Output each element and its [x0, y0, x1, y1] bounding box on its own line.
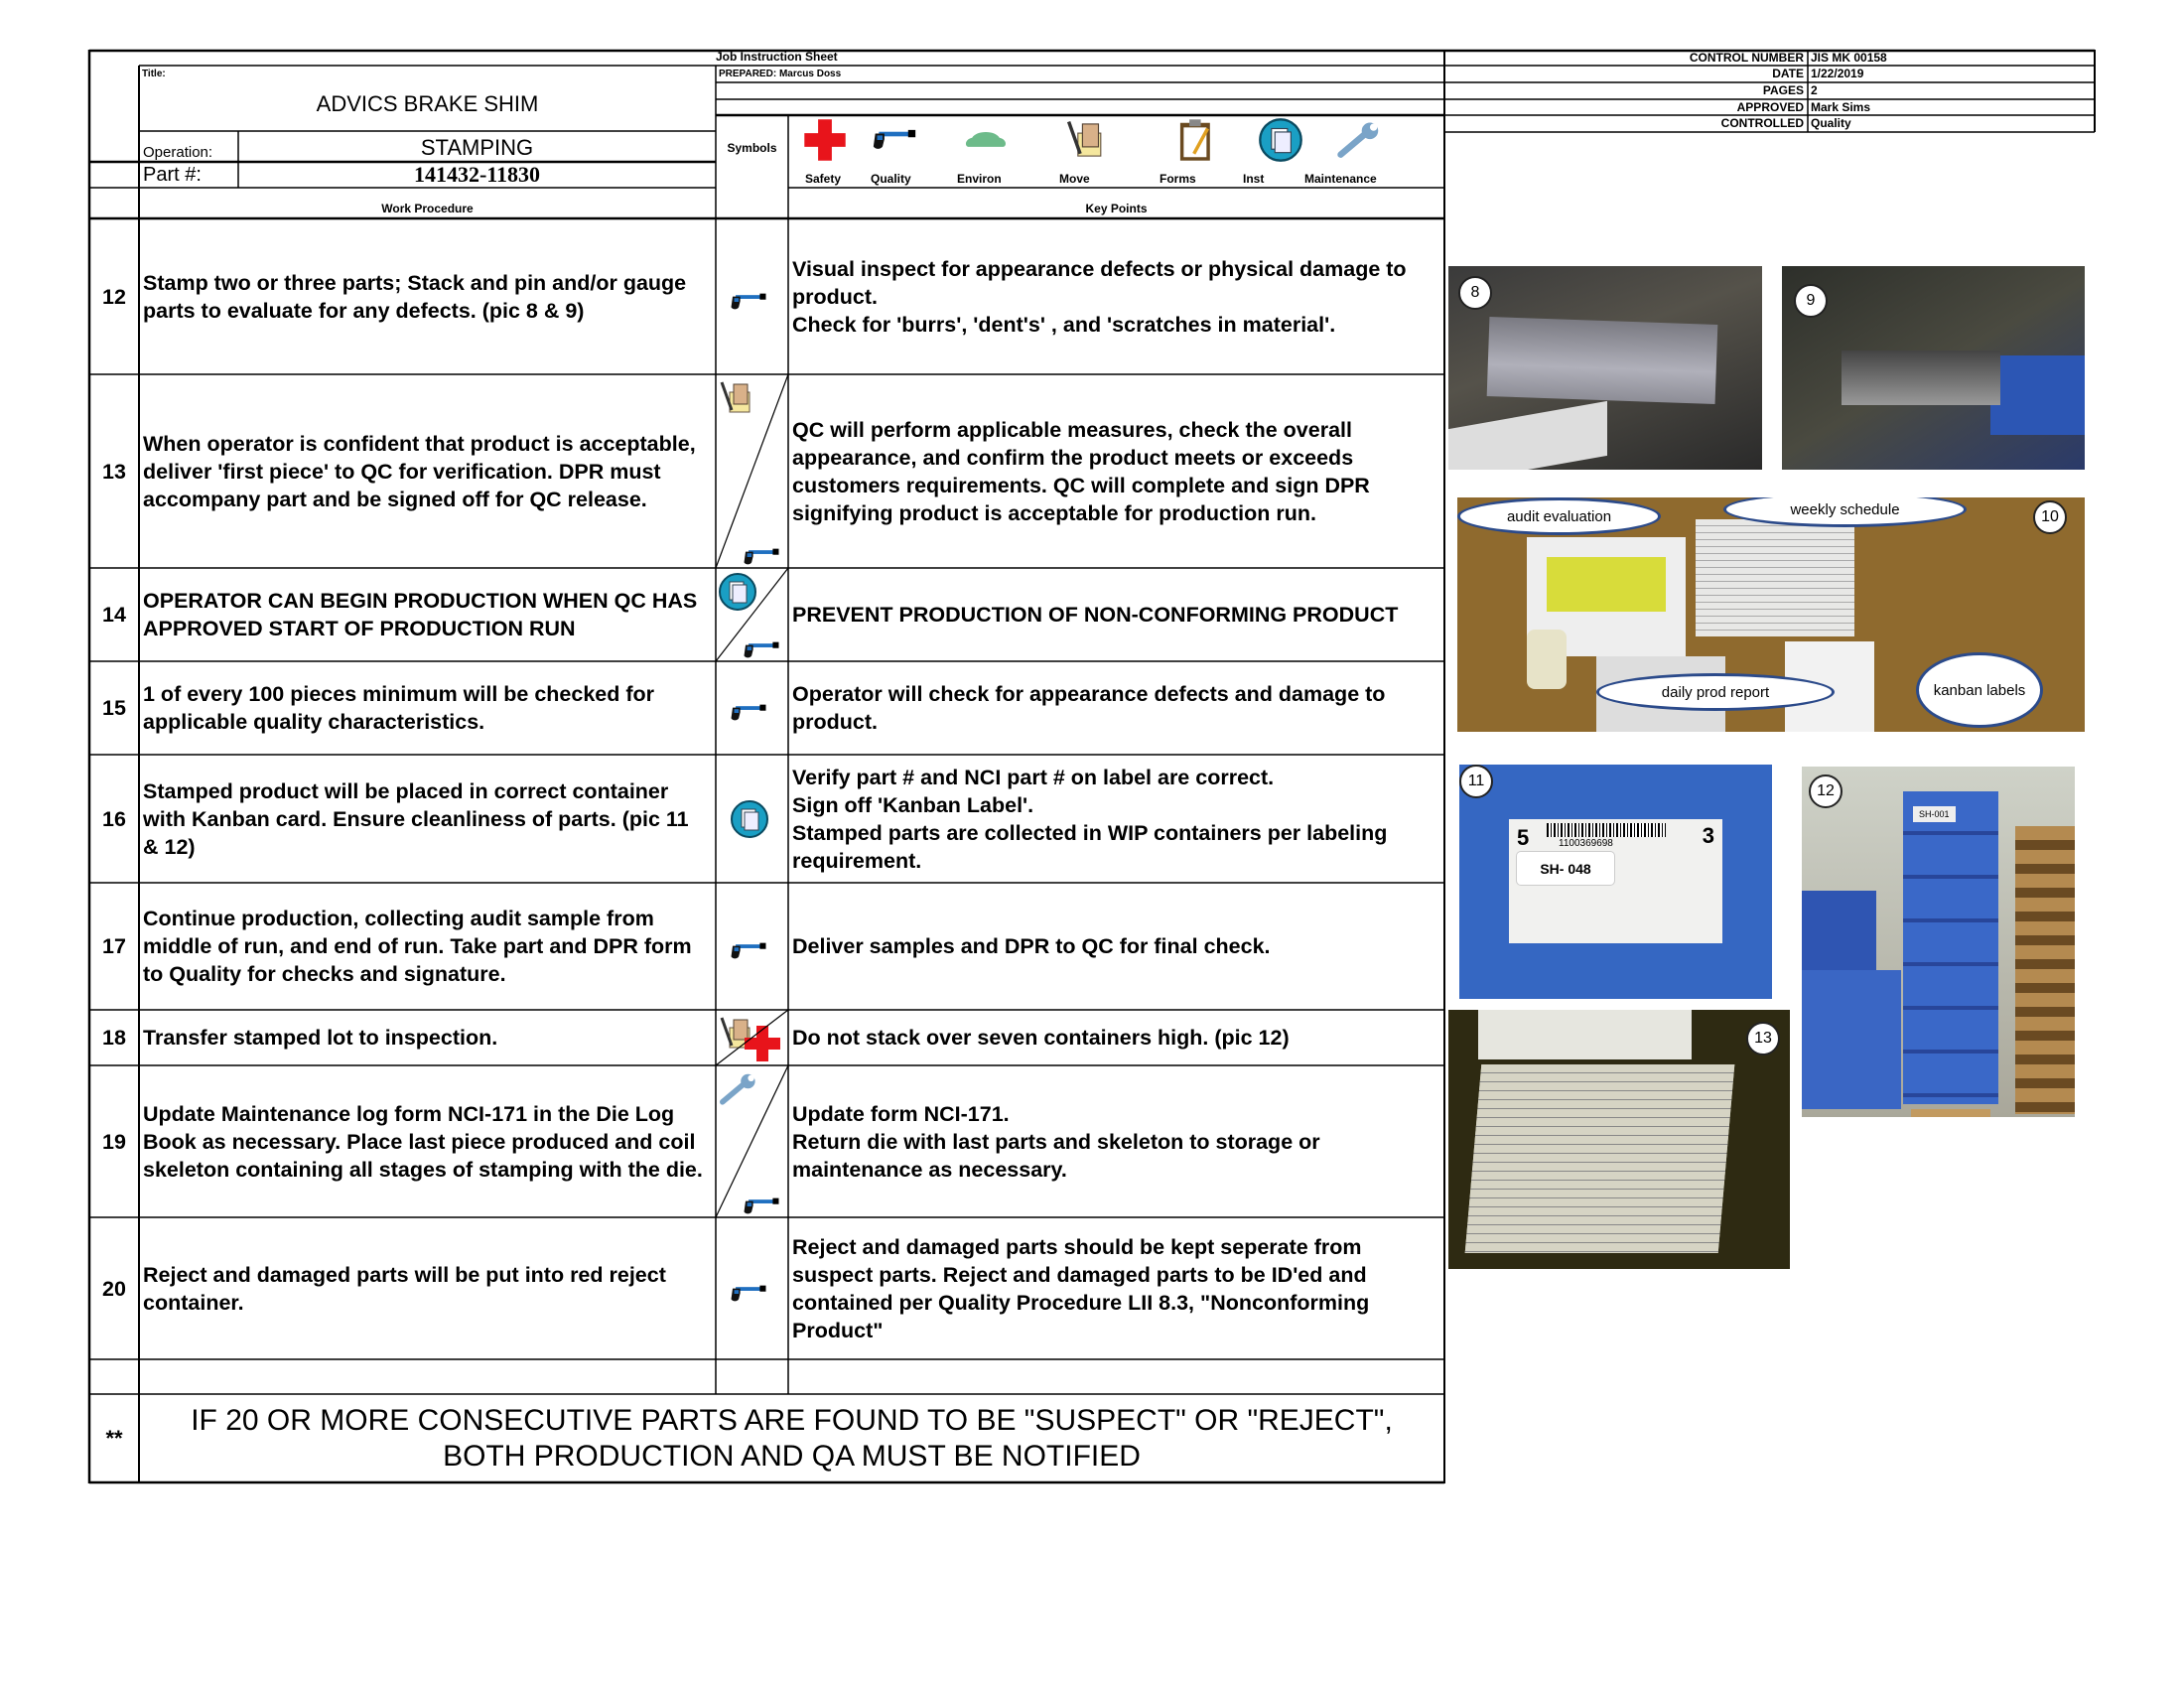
step-number: 16	[102, 806, 126, 831]
footer-line-2: BOTH PRODUCTION AND QA MUST BE NOTIFIED	[443, 1439, 1141, 1473]
photo-10	[1457, 497, 2085, 732]
key-point: Operator will check for appearance defects and damage to product.	[792, 682, 1386, 734]
step-number: 17	[102, 934, 126, 958]
symbol-label-environ: Environ	[957, 172, 1002, 186]
control-value: 2	[1811, 83, 1818, 97]
key-point: QC will perform applicable measures, check the overall appearance, and confirm the product meets or exceeds customers requirements. QC will complete and sign DPR signifying product is acceptable for production run.	[792, 417, 1370, 525]
prepared-label: PREPARED:	[719, 69, 777, 79]
symbols-label: Symbols	[727, 141, 777, 155]
key-point: Update form NCI-171. Return die with last parts and skeleton to storage or maintenance as necessary.	[792, 1101, 1320, 1182]
photo-9	[1782, 266, 2085, 470]
symbol-label-quality: Quality	[871, 172, 911, 186]
photo-number: 11	[1459, 765, 1493, 798]
callout-weekly-schedule: weekly schedule	[1723, 497, 1967, 527]
control-value: Quality	[1811, 116, 1851, 130]
key-point: Verify part # and NCI part # on label are correct. Sign off 'Kanban Label'. Stamped parts are collected in WIP containers per labeling requirement.	[792, 765, 1388, 873]
callout-audit-evaluation: audit evaluation	[1457, 497, 1661, 535]
title-label: Title:	[142, 69, 166, 79]
control-value: Mark Sims	[1811, 100, 1871, 114]
control-label: DATE	[1772, 67, 1804, 80]
sheet-title: Job Instruction Sheet	[716, 50, 838, 64]
symbol-label-maintenance: Maintenance	[1304, 172, 1377, 186]
key-point: Deliver samples and DPR to QC for final check.	[792, 934, 1271, 958]
label-right-number: 3	[1702, 823, 1714, 848]
photo-number: 10	[2033, 500, 2067, 534]
footer-line-1: IF 20 OR MORE CONSECUTIVE PARTS ARE FOUND TO BE "SUSPECT" OR "REJECT",	[191, 1403, 1393, 1437]
step-number: 13	[102, 459, 126, 484]
callout-daily-prod-report: daily prod report	[1596, 673, 1835, 711]
key-point: Do not stack over seven containers high. (pic 12)	[792, 1026, 1290, 1050]
photo-8	[1448, 266, 1762, 470]
photo-13	[1448, 1010, 1790, 1269]
work-procedure-header: Work Procedure	[381, 202, 474, 215]
step-number: 20	[102, 1276, 126, 1301]
key-point: Visual inspect for appearance defects or physical damage to product. Check for 'burrs', 'dent's' , and 'scratches in material'.	[792, 256, 1407, 337]
control-label: CONTROL NUMBER	[1689, 51, 1804, 65]
control-value: JIS MK 00158	[1811, 51, 1887, 65]
footer-marker: **	[105, 1425, 123, 1451]
key-point: PREVENT PRODUCTION OF NON-CONFORMING PRODUCT	[792, 603, 1399, 627]
step-number: 18	[102, 1026, 126, 1050]
prepared-by: Marcus Doss	[778, 69, 842, 79]
callout-kanban-labels: kanban labels	[1916, 652, 2043, 728]
work-procedure: Stamped product will be placed in correct container with Kanban card. Ensure cleanliness of parts. (pic 11 & 12)	[143, 778, 689, 859]
control-value: 1/22/2019	[1811, 67, 1864, 80]
step-number: 19	[102, 1129, 126, 1154]
step-number: 15	[102, 696, 126, 720]
work-procedure: Continue production, collecting audit sample from middle of run, and end of run. Take part and DPR form to Quality for checks and signature.	[143, 907, 692, 986]
part-number: 141432-11830	[413, 162, 541, 187]
photo-number: 12	[1809, 774, 1843, 808]
label-barcode-number: 1100369698	[1559, 838, 1613, 849]
control-label: CONTROLLED	[1720, 116, 1804, 130]
part-label: Part #:	[143, 164, 202, 186]
photo-number: 13	[1746, 1022, 1780, 1055]
control-label: PAGES	[1762, 83, 1804, 97]
key-points-header: Key Points	[1085, 202, 1148, 215]
work-procedure: OPERATOR CAN BEGIN PRODUCTION WHEN QC HAS APPROVED START OF PRODUCTION RUN	[143, 589, 698, 640]
work-procedure: Stamp two or three parts; Stack and pin and/or gauge parts to evaluate for any defects. (pic 8 & 9)	[143, 270, 687, 323]
label-left-number: 5	[1517, 825, 1530, 850]
control-label: APPROVED	[1736, 100, 1804, 114]
symbol-label-safety: Safety	[805, 172, 842, 186]
work-procedure: Reject and damaged parts will be put into red reject container.	[143, 1262, 666, 1315]
work-procedure: Update Maintenance log form NCI-171 in the Die Log Book as necessary. Place last piece produced and coil skeleton containing all stages of stamping with the die.	[143, 1101, 703, 1182]
label-part-code: SH- 048	[1517, 852, 1614, 885]
operation-label: Operation:	[143, 144, 213, 161]
operation-value: STAMPING	[420, 135, 534, 160]
bin-label: SH-001	[1913, 806, 1956, 822]
work-procedure: When operator is confident that product is acceptable, deliver 'first piece' to QC for verification. DPR must accompany part and be signed off for QC release.	[143, 431, 696, 511]
step-number: 14	[102, 603, 126, 627]
symbol-label-forms: Forms	[1160, 172, 1196, 186]
photo-11	[1459, 765, 1772, 999]
key-point: Reject and damaged parts should be kept seperate from suspect parts. Reject and damaged parts to be ID'ed and contained per Quality Procedure LII 8.3, "Nonconforming Product"	[792, 1234, 1370, 1342]
symbol-label-move: Move	[1059, 172, 1090, 186]
step-number: 12	[102, 284, 126, 309]
photo-number: 8	[1458, 276, 1492, 310]
photo-number: 9	[1794, 284, 1828, 318]
document-title: ADVICS BRAKE SHIM	[316, 91, 539, 116]
symbol-label-inst: Inst	[1243, 172, 1265, 186]
work-procedure: Transfer stamped lot to inspection.	[143, 1026, 498, 1050]
photo-12	[1802, 767, 2075, 1117]
work-procedure: 1 of every 100 pieces minimum will be checked for applicable quality characteristics.	[143, 682, 655, 734]
